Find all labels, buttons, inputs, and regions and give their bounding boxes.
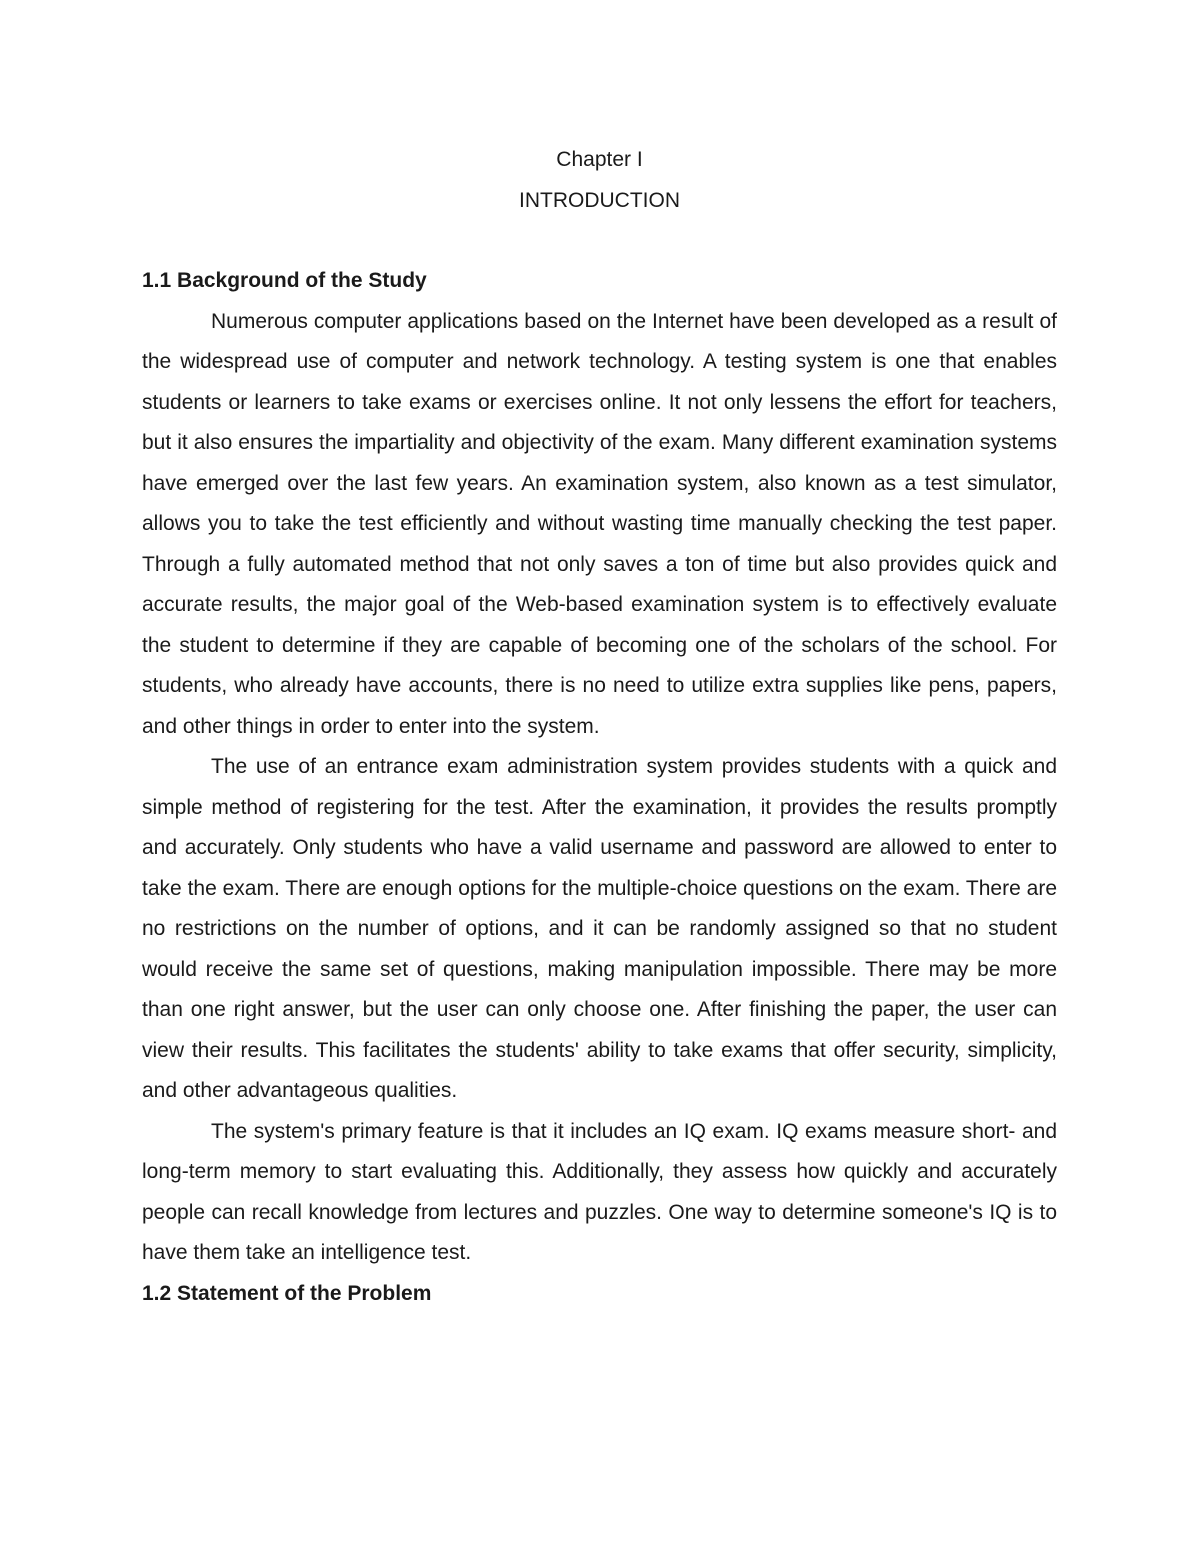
body-paragraph: The system's primary feature is that it includes an IQ exam. IQ exams measure short- and long-term memory to start evaluating this. Additionally, they assess how quickly and accurately people can recall knowledge from lectures and puzzles. One way to determine someone's IQ is to have them take an intelligence test.	[142, 1119, 1057, 1264]
page-content	[142, 140, 1057, 1314]
body-paragraph: The use of an entrance exam administration system provides students with a quick and simple method of registering for the test. After the examination, it provides the results promptly and accurately. Only students who have a valid username and password are allowed to enter to take the exam. There are enough options for the multiple-choice questions on the exam. There are no restrictions on the number of options, and it can be randomly assigned so that no student would receive the same set of questions, making manipulation impossible. There may be more than one right answer, but the user can only choose one. After finishing the paper, the user can view their results. This facilitates the students' ability to take exams that offer security, simplicity, and other advantageous qualities.	[142, 755, 1057, 1102]
chapter-title: Chapter I	[556, 148, 643, 171]
body-paragraph: Numerous computer applications based on the Internet have been developed as a result of the widespread use of computer and network technology. A testing system is one that enables students or learners to take exams or exercises online. It not only lessens the effort for teachers, but it also ensures the impartiality and objectivity of the exam. Many different examination systems have emerged over the last few years. An examination system, also known as a test simulator, allows you to take the test efficiently and without wasting time manually checking the test paper. Through a fully automated method that not only saves a ton of time but also provides quick and accurate results, the major goal of the Web-based examination system is to effectively evaluate the student to determine if they are capable of becoming one of the scholars of the school. For students, who already have accounts, there is no need to utilize extra supplies like pens, papers, and other things in order to enter into the system.	[142, 309, 1057, 738]
section-heading: 1.2 Statement of the Problem	[142, 1281, 432, 1305]
section-statement-of-problem	[142, 1274, 1057, 1315]
section-background	[142, 261, 1057, 1274]
section-heading: 1.1 Background of the Study	[142, 269, 427, 292]
chapter-subtitle: INTRODUCTION	[519, 188, 680, 212]
